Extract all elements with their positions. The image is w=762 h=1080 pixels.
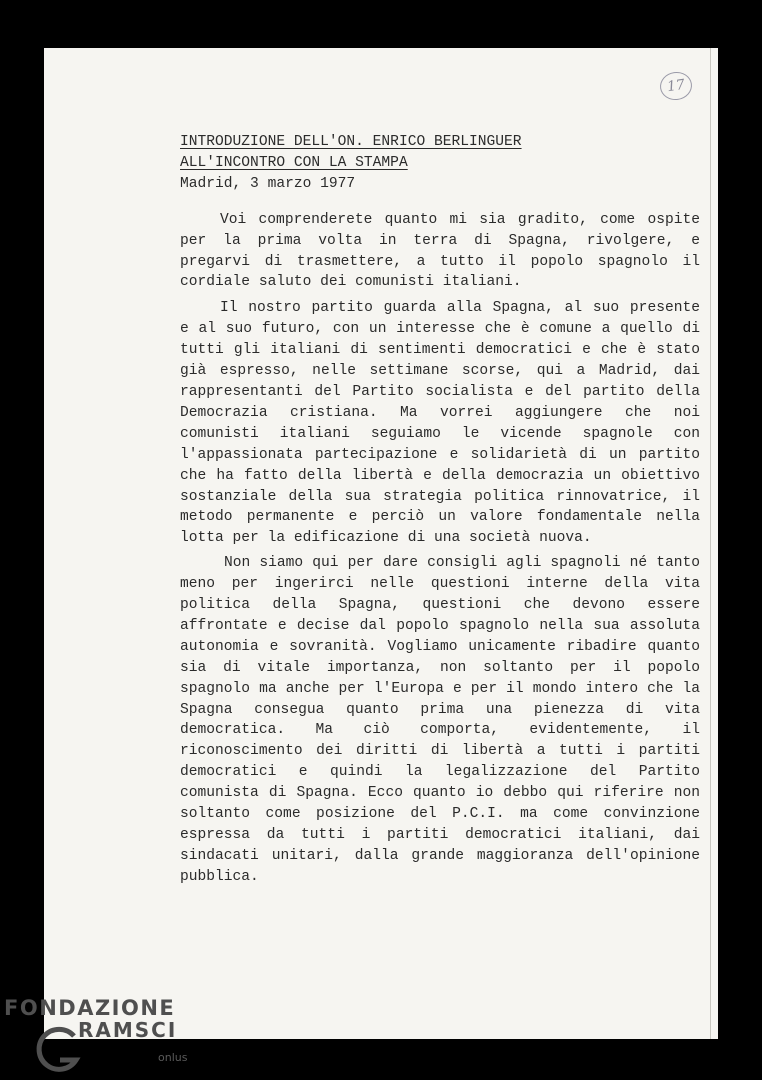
document-body [180, 132, 700, 888]
page-number-stamp: 17 [658, 70, 694, 102]
dateline: Madrid, 3 marzo 1977 [180, 175, 356, 192]
paragraph-1: Voi comprenderete quanto mi sia gradito, come ospite per la prima volta in terra di Spagna, rivolgere, e pregarvi di trasmettere, a tutto il popolo spagnolo il cordiale saluto dei comunisti italiani. [180, 211, 700, 291]
watermark-line-2: RAMSCI [78, 1018, 178, 1042]
document-title-line-1: INTRODUZIONE DELL'ON. ENRICO BERLINGUER [180, 134, 522, 150]
document-title-line-2: ALL'INCONTRO CON LA STAMPA [180, 154, 408, 171]
watermark-suffix: onlus [158, 1051, 188, 1064]
paragraph-2: Il nostro partito guarda alla Spagna, al suo presente e al suo futuro, con un interesse che è comune a quello di tutti gli italiani di sentimenti democratici e che è stato già espresso, nelle settimane scorse, qui a Madrid, dai rappresentanti del Partito socialista e del partito della Democrazia cristiana. Ma vorrei aggiungere che noi comunisti italiani seguiamo le vicende spagnole con l'appassionata partecipazione e solidarietà di un partito che ha fatto della libertà e della democrazia un obiettivo sostanziale della sua strategia politica rinnovatrice, il metodo permanente e perciò un valore fondamentale nella lotta per la edificazione di una società nuova. [180, 300, 700, 547]
paragraph-3: Non siamo qui per dare consigli agli spagnoli né tanto meno per ingerirci nelle questioni interne della vita politica della Spagna, questioni che devono essere affrontate e decise dal popolo spagnolo nella sua assoluta autonomia e sovranità. Vogliamo unicamente ribadire quanto sia di vitale importanza, non soltanto per il popolo spagnolo ma anche per l'Europa e per il mondo intero che la Spagna consegua quanto prima una pienezza di vita democratica. Ma ciò comporta, evidentemente, il riconoscimento dei diritti di libertà a tutti i partiti democratici e quindi la legalizzazione del Partito comunista di Spagna. Ecco quanto io debbo qui riferire non soltanto come posizione del P.C.I. ma come convinzione espressa da tutti i partiti democratici italiani, dai sindacati unitari, dalla grande maggioranza dell'opinione pubblica. [180, 555, 700, 885]
fondazione-gramsci-watermark [4, 996, 194, 1076]
watermark-line-1: FONDAZIONE [4, 996, 176, 1020]
